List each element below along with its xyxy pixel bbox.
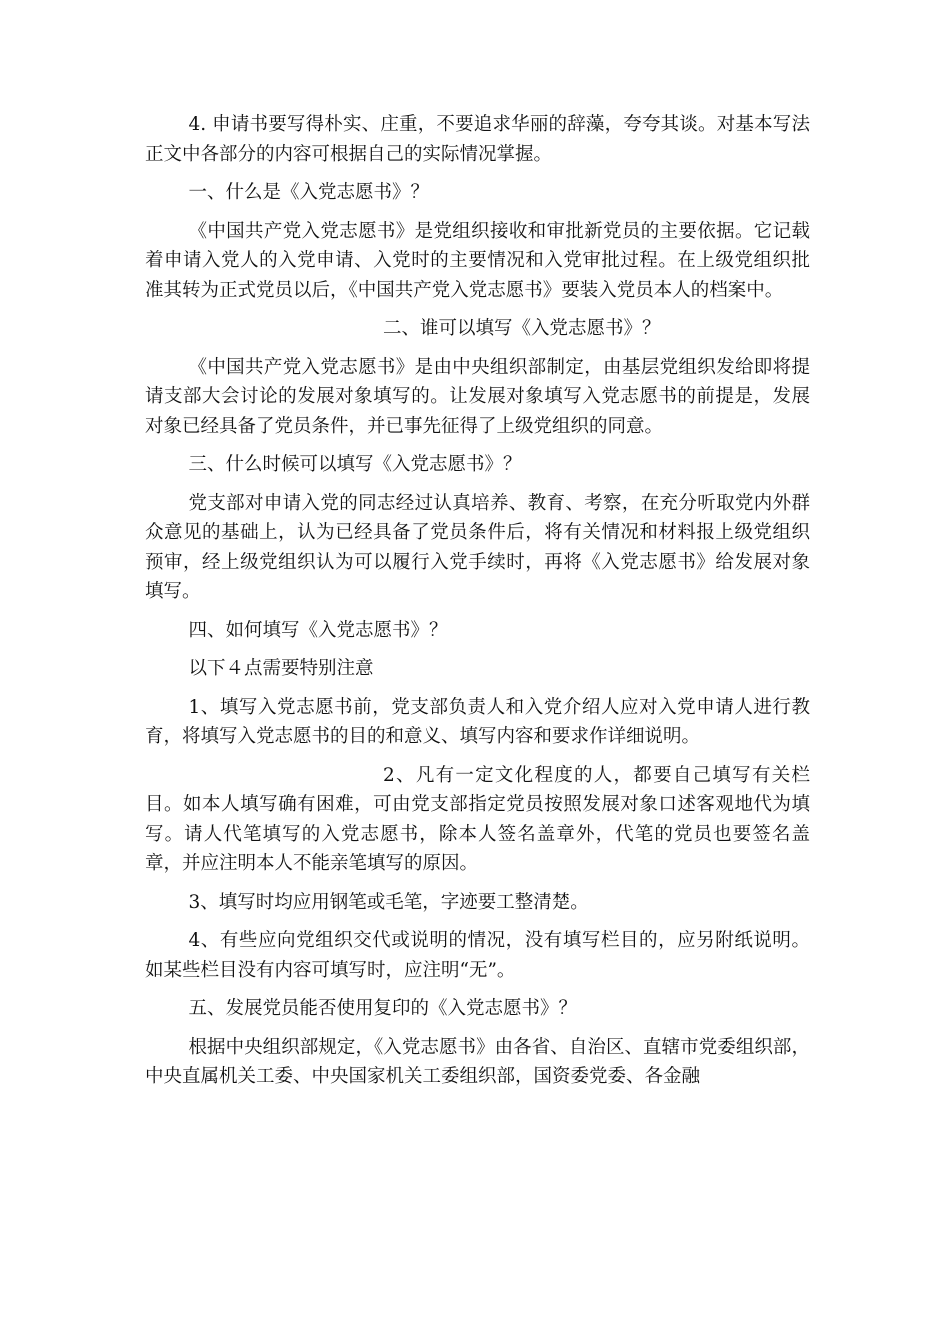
list-item-point-2: 2、凡有一定文化程度的人，都要自己填写有关栏目。如本人填写确有困难，可由党支部指定党员按照发展对象口述客观地代为填写。请人代笔填写的入党志愿书，除本人签名盖章外，代笔的党员也要签名盖章，并应注明本人不能亲笔填写的原因。 — [145, 764, 810, 874]
list-item-point-4: 4、有些应向党组织交代或说明的情况，没有填写栏目的，应另附纸说明。如某些栏目没有内容可填写时，应注明“无”。 — [145, 930, 810, 981]
heading-photocopy: 五、发展党员能否使用复印的《入党志愿书》？ — [188, 998, 577, 1019]
heading-how-to-fill: 四、如何填写《入党志愿书》？ — [188, 619, 448, 641]
paragraph-when-to-fill: 党支部对申请入党的同志经过认真培养、教育、考察，在充分听取党内外群众意见的基础上，认为已经具备了党员条件后，将有关情况和材料报上级党组织预审，经上级党组织认为可以履行入党手续时，再将《入党志愿书》给发展对象填写。 — [145, 492, 810, 602]
paragraph-who-can-fill: 《中国共产党入党志愿书》是由中央组织部制定，由基层党组织发给即将提请支部大会讨论的发展对象填写的。让发展对象填写入党志愿书的前提是，发展对象已经具备了党员条件，并已事先征得了上级党组织的同意。 — [145, 356, 810, 437]
paragraph-writing-tip: 4. 申请书要写得朴实、庄重，不要追求华丽的辞藻，夸夸其谈。对基本写法正文中各部分的内容可根据自己的实际情况掌握。 — [145, 114, 810, 165]
paragraph-what-is: 《中国共产党入党志愿书》是党组织接收和审批新党员的主要依据。它记载着申请入党人的入党申请、入党时的主要情况和入党审批过程。在上级党组织批准其转为正式党员以后，《中国共产党入党志愿书》要装入党员本人的档案中。 — [145, 220, 810, 301]
heading-when-to-fill: 三、什么时候可以填写《入党志愿书》？ — [188, 454, 522, 475]
heading-what-is: 一、什么是《入党志愿书》？ — [188, 182, 429, 203]
document-body — [145, 110, 810, 1101]
list-item-point-1: 1、填写入党志愿书前，党支部负责人和入党介绍人应对入党申请人进行教育，将填写入党志愿书的目的和意义、填写内容和要求作详细说明。 — [145, 696, 810, 747]
paragraph-photocopy: 根据中央组织部规定，《入党志愿书》由各省、自治区、直辖市党委组织部，中央直属机关工委、中央国家机关工委组织部，国资委党委、各金融 — [145, 1036, 810, 1087]
list-item-point-3: 3、填写时均应用钢笔或毛笔，字迹要工整清楚。 — [188, 891, 589, 913]
paragraph-four-points: 以下４点需要特别注意 — [188, 658, 374, 679]
heading-who-can-fill: 二、谁可以填写《入党志愿书》？ — [383, 318, 661, 339]
